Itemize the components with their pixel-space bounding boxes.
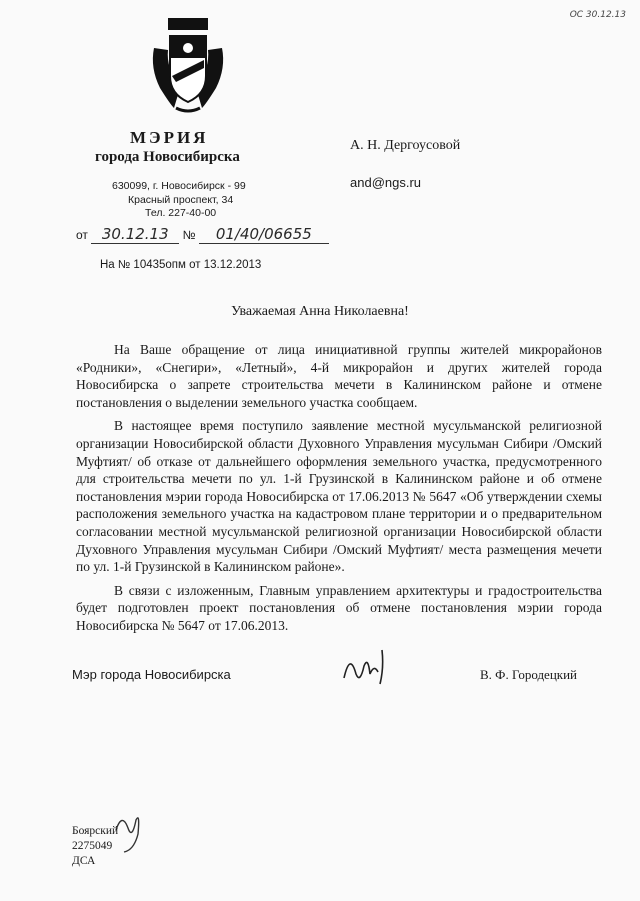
- corner-handwritten-mark: ОС 30.12.13: [569, 10, 626, 20]
- address-line-2: Красный проспект, 34: [128, 194, 234, 206]
- signer-name: В. Ф. Городецкий: [480, 667, 578, 682]
- address-phone: Тел. 227-40-00: [145, 207, 217, 219]
- city-coat-of-arms-icon: [150, 18, 226, 114]
- executor-phone: 2275049: [72, 840, 113, 852]
- reply-reference: На № 10435опм от 13.12.2013: [100, 259, 262, 271]
- recipient-name: А. Н. Дергоусовой: [350, 138, 461, 153]
- number-label: №: [182, 228, 196, 242]
- org-title: МЭРИЯ: [130, 128, 209, 147]
- outgoing-number: 01/40/06655: [199, 225, 329, 244]
- executor-name: Боярский: [72, 825, 119, 837]
- org-subtitle: города Новосибирска: [95, 149, 240, 165]
- paragraph: На Ваше обращение от лица инициативной группы жителей микрорайонов «Родники», «Снегири», «Летный», 4-й микрорайон и других жителей города Новосибирска о запрете строительства мечети в Калининском районе и отмене постановления о выделении земельного участка сообщаем.: [76, 342, 602, 410]
- executor-code: ДСА: [72, 855, 96, 867]
- signer-position: Мэр города Новосибирска: [72, 667, 231, 682]
- outgoing-date: 30.12.13: [91, 225, 179, 244]
- paragraph: В связи с изложенным, Главным управлением архитектуры и градостроительства будет подготовлен проект постановления об отмене постановления мэрии города Новосибирска № 5647 от 17.06.2013.: [76, 582, 602, 633]
- paragraph: В настоящее время поступило заявление местной мусульманской религиозной организации Новосибирской области Духовного Управления мусульман Сибири /Омский Муфтият/ об отказе от дальнейшего оформления земельного участка, предусмотренного для строительства мечети по ул. 1-й Грузинской в Калининском районе и об отмене постановления мэрии города Новосибирска от 17.06.2013 № 5647 «Об утверждении схемы расположения земельного участка на кадастровом плане территории и о предварительном согласовании местной мусульманской религиозной организации Новосибирской области Духовного Управления мусульман Сибири /Омский Муфтият/ места размещения мечети по ул. 1-й Грузинской в Калининском районе».: [76, 418, 602, 575]
- handwritten-signature: [340, 644, 400, 688]
- salutation: Уважаемая Анна Николаевна!: [231, 304, 409, 319]
- recipient-email: and@ngs.ru: [350, 175, 422, 190]
- address-line-1: 630099, г. Новосибирск - 99: [112, 180, 246, 192]
- outgoing-reference: [76, 225, 329, 244]
- letter-body: [76, 341, 602, 641]
- date-label: от: [76, 228, 88, 242]
